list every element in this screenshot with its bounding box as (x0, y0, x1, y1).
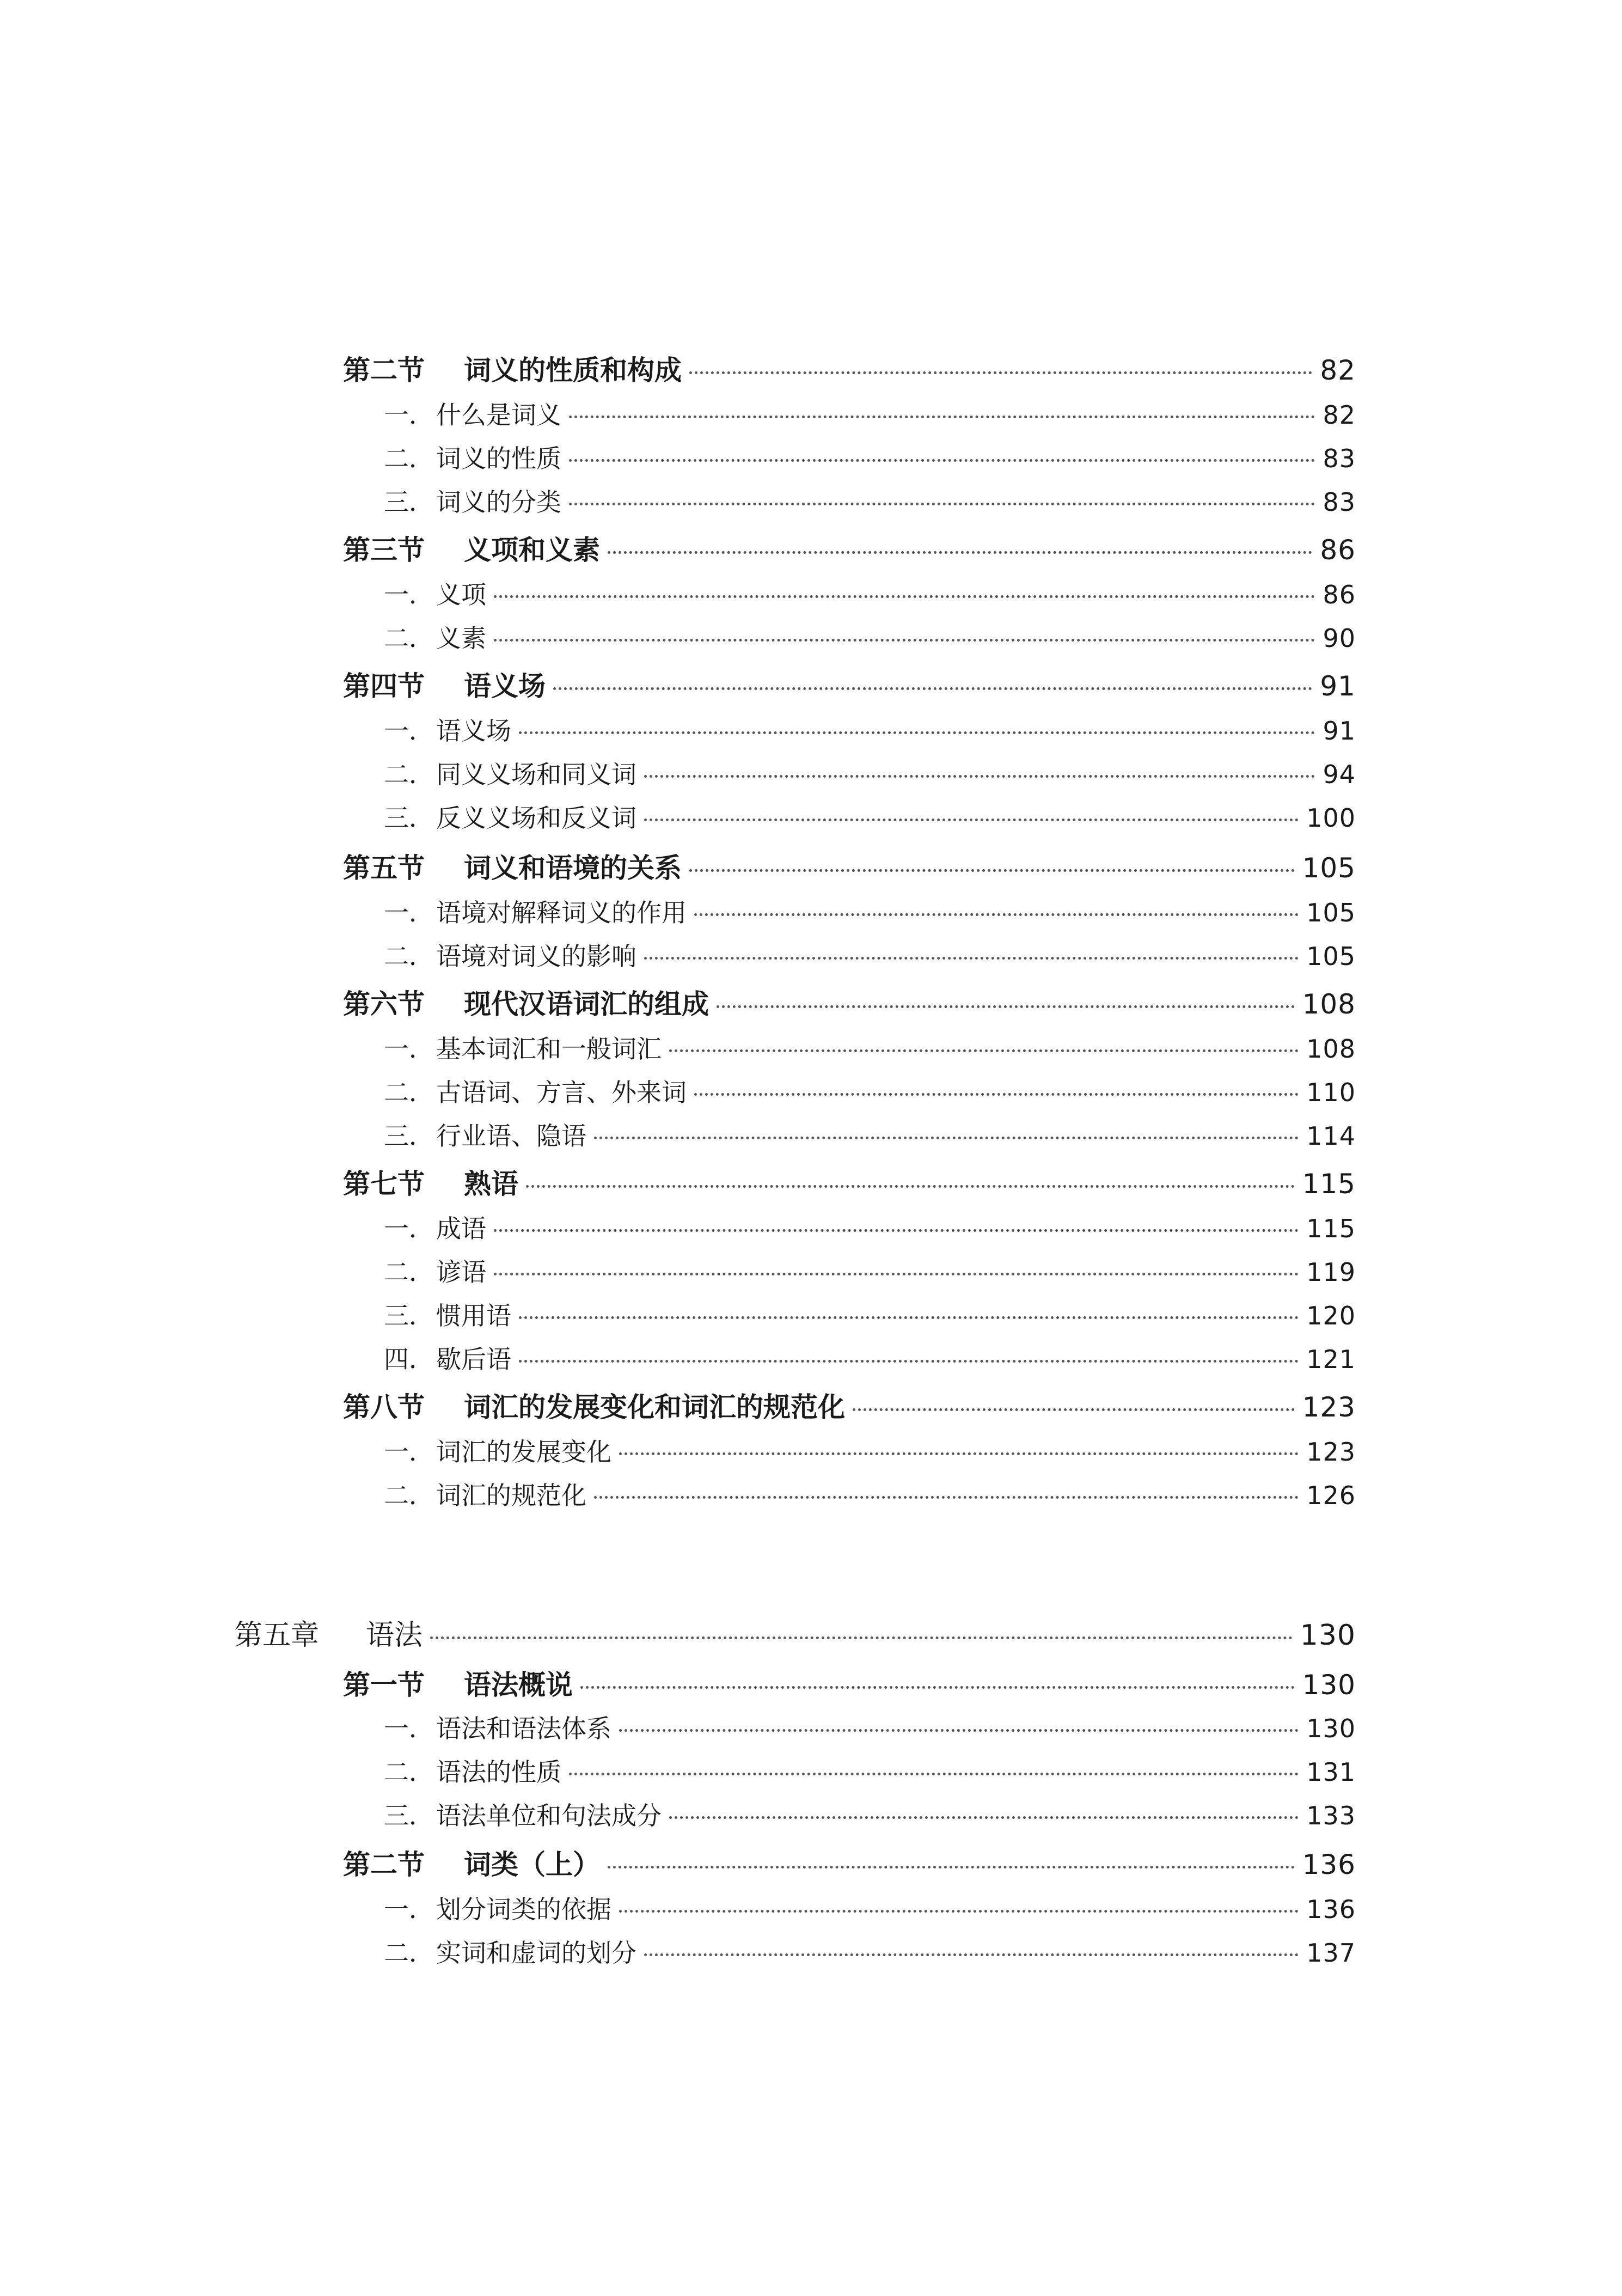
dot-leader (494, 639, 1315, 642)
toc-entry-title: 义项和义素 (464, 534, 600, 566)
dot-leader (644, 957, 1299, 960)
dot-leader (430, 1636, 1293, 1639)
dot-leader (569, 459, 1315, 462)
toc-entry-number: 二． (384, 942, 434, 971)
toc-entry-number: 第五节 (343, 852, 425, 884)
toc-page-number: 136 (1302, 1849, 1356, 1880)
toc-item-row (384, 1029, 1356, 1073)
dot-leader (644, 1953, 1299, 1956)
toc-entry-number: 第四节 (343, 670, 425, 702)
toc-entry-number: 一． (384, 716, 434, 746)
dot-leader (608, 1866, 1295, 1868)
toc-page-number: 121 (1306, 1345, 1356, 1374)
toc-entry-title: 义素 (436, 624, 486, 653)
toc-entry-number: 二． (384, 1257, 434, 1287)
toc-item-row (384, 1209, 1356, 1253)
dot-leader (594, 1137, 1299, 1139)
toc-entry-title: 词义的性质和构成 (464, 355, 682, 386)
toc-item-row (384, 893, 1356, 937)
toc-item-row (384, 755, 1356, 798)
toc-section-row (343, 528, 1356, 574)
dot-leader (519, 1360, 1299, 1363)
toc-page-number: 108 (1306, 1034, 1356, 1064)
toc-entry-title: 词汇的发展变化 (436, 1437, 611, 1467)
toc-page-number: 123 (1306, 1437, 1356, 1467)
dot-leader (519, 1316, 1299, 1319)
toc-entry-number: 一． (384, 1034, 434, 1064)
dot-leader (553, 687, 1312, 690)
toc-entry-title: 词类（上） (464, 1849, 600, 1880)
toc-entry-title: 词汇的规范化 (436, 1481, 586, 1510)
toc-entry-title: 语义场 (436, 716, 511, 746)
toc-entry-number: 三． (384, 803, 434, 833)
toc-item-row (384, 483, 1356, 526)
toc-entry-number: 三． (384, 1121, 434, 1151)
toc-entry-title: 语义场 (464, 670, 546, 702)
toc-item-row (384, 575, 1356, 619)
toc-item-row (384, 1933, 1356, 1977)
dot-leader (569, 1773, 1299, 1775)
toc-item-row (384, 1116, 1356, 1160)
toc-entry-title: 熟语 (464, 1168, 518, 1200)
dot-leader (494, 595, 1315, 598)
dot-leader (689, 869, 1295, 872)
toc-item-row (384, 1253, 1356, 1296)
toc-page-number: 119 (1306, 1257, 1356, 1287)
toc-entry-number: 一． (384, 1714, 434, 1743)
toc-page-number: 108 (1302, 988, 1356, 1020)
toc-entry-title: 同义义场和同义词 (436, 760, 636, 789)
toc-entry-number: 一． (384, 1895, 434, 1924)
toc-item-row (384, 1709, 1356, 1752)
dot-leader (644, 775, 1315, 778)
toc-page-number: 114 (1306, 1121, 1356, 1151)
toc-entry-title: 义项 (436, 580, 486, 609)
toc-page-number: 91 (1320, 670, 1356, 702)
toc-entry-title: 词汇的发展变化和词汇的规范化 (464, 1391, 845, 1423)
toc-item-row (384, 439, 1356, 483)
toc-page-number: 133 (1306, 1801, 1356, 1830)
toc-page-number: 100 (1306, 803, 1356, 833)
toc-entry-number: 第二节 (343, 1849, 425, 1880)
toc-entry-number: 第五章 (234, 1619, 320, 1652)
toc-item-row (384, 1073, 1356, 1116)
toc-entry-title: 语法 (366, 1619, 423, 1652)
toc-page-number: 130 (1306, 1714, 1356, 1743)
dot-leader (569, 416, 1315, 418)
toc-entry-number: 一． (384, 1437, 434, 1467)
toc-item-row (384, 1752, 1356, 1796)
toc-item-row (384, 395, 1356, 439)
toc-page-number: 136 (1306, 1895, 1356, 1924)
toc-entry-number: 三． (384, 1801, 434, 1830)
dot-leader (494, 1229, 1299, 1232)
toc-entry-title: 语法的性质 (436, 1757, 561, 1787)
toc-section-row (343, 982, 1356, 1028)
toc-page-number: 82 (1323, 400, 1356, 430)
toc-item-row (384, 1796, 1356, 1840)
dot-leader (494, 1273, 1299, 1275)
toc-entry-number: 三． (384, 1301, 434, 1330)
toc-entry-number: 第二节 (343, 355, 425, 386)
toc-item-row (384, 798, 1356, 842)
toc-entry-title: 语境对解释词义的作用 (436, 898, 687, 927)
dot-leader (580, 1686, 1295, 1689)
toc-page-number: 82 (1320, 355, 1356, 386)
toc-section-row (343, 1162, 1356, 1208)
toc-entry-title: 现代汉语词汇的组成 (464, 988, 709, 1020)
toc-entry-title: 反义义场和反义词 (436, 803, 636, 833)
toc-entry-number: 二． (384, 1938, 434, 1968)
toc-page-number: 91 (1323, 716, 1356, 746)
toc-entry-title: 语法和语法体系 (436, 1714, 611, 1743)
toc-entry-title: 行业语、隐语 (436, 1121, 586, 1151)
toc-page-number: 126 (1306, 1481, 1356, 1510)
toc-entry-number: 二． (384, 624, 434, 653)
toc-item-row (384, 937, 1356, 980)
toc-entry-number: 二． (384, 444, 434, 473)
toc-page-number: 110 (1306, 1078, 1356, 1107)
toc-entry-title: 语法单位和句法成分 (436, 1801, 662, 1830)
toc-page-number: 83 (1323, 487, 1356, 517)
dot-leader (526, 1185, 1295, 1188)
toc-item-row (384, 1890, 1356, 1933)
toc-entry-number: 一． (384, 400, 434, 430)
dot-leader (669, 1816, 1299, 1819)
toc-entry-number: 二． (384, 1757, 434, 1787)
toc-section-row (343, 846, 1356, 892)
toc-entry-number: 一． (384, 580, 434, 609)
toc-entry-number: 二． (384, 1481, 434, 1510)
toc-entry-number: 二． (384, 1078, 434, 1107)
toc-page-number: 115 (1302, 1168, 1356, 1200)
toc-page-number: 120 (1306, 1301, 1356, 1330)
toc-page-number: 105 (1306, 898, 1356, 927)
toc-entry-title: 词义的分类 (436, 487, 561, 517)
toc-entry-number: 第六节 (343, 988, 425, 1020)
dot-leader (669, 1049, 1299, 1052)
dot-leader (619, 1452, 1299, 1455)
dot-leader (519, 731, 1315, 734)
toc-section-row (343, 1385, 1356, 1431)
toc-entry-title: 词义的性质 (436, 444, 561, 473)
toc-page-number: 86 (1323, 580, 1356, 609)
toc-section-row (343, 349, 1356, 394)
toc-entry-number: 第一节 (343, 1669, 425, 1701)
toc-page-number: 123 (1302, 1391, 1356, 1423)
toc-entry-number: 第三节 (343, 534, 425, 566)
toc-page-number: 86 (1320, 534, 1356, 566)
toc-entry-number: 一． (384, 898, 434, 927)
toc-page-number: 137 (1306, 1938, 1356, 1968)
toc-item-row (384, 1296, 1356, 1340)
toc-entry-title: 语法概说 (464, 1669, 573, 1701)
toc-entry-number: 三． (384, 487, 434, 517)
toc-item-row (384, 1340, 1356, 1383)
dot-leader (717, 1005, 1295, 1008)
toc-entry-title: 基本词汇和一般词汇 (436, 1034, 662, 1064)
toc-page-number: 105 (1306, 942, 1356, 971)
toc-entry-title: 语境对词义的影响 (436, 942, 636, 971)
toc-entry-title: 歇后语 (436, 1345, 511, 1374)
dot-leader (594, 1496, 1299, 1499)
toc-entry-number: 二． (384, 760, 434, 789)
toc-item-row (384, 619, 1356, 662)
toc-item-row (384, 1432, 1356, 1476)
toc-section-row (343, 664, 1356, 710)
dot-leader (619, 1729, 1299, 1732)
toc-item-row (384, 711, 1356, 755)
toc-page-number: 115 (1306, 1214, 1356, 1243)
toc-page-number: 90 (1323, 624, 1356, 653)
dot-leader (608, 551, 1312, 554)
dot-leader (619, 1910, 1299, 1913)
dot-leader (694, 913, 1299, 916)
toc-entry-number: 一． (384, 1214, 434, 1243)
toc-page-number: 94 (1323, 760, 1356, 789)
toc-entry-title: 惯用语 (436, 1301, 511, 1330)
toc-entry-number: 四． (384, 1345, 434, 1374)
toc-entry-number: 第七节 (343, 1168, 425, 1200)
toc-entry-number: 第八节 (343, 1391, 425, 1423)
toc-page-number: 131 (1306, 1757, 1356, 1787)
toc-page-number: 83 (1323, 444, 1356, 473)
toc-section-row (343, 1663, 1356, 1709)
dot-leader (569, 503, 1315, 505)
dot-leader (689, 371, 1312, 374)
dot-leader (694, 1093, 1299, 1096)
toc-entry-title: 古语词、方言、外来词 (436, 1078, 687, 1107)
toc-entry-title: 实词和虚词的划分 (436, 1938, 636, 1968)
toc-page-number: 105 (1302, 852, 1356, 884)
dot-leader (853, 1408, 1295, 1411)
toc-entry-title: 成语 (436, 1214, 486, 1243)
toc-entry-title: 划分词类的依据 (436, 1895, 611, 1924)
toc-item-row (384, 1476, 1356, 1519)
toc-page-number: 130 (1300, 1619, 1356, 1652)
toc-page-number: 130 (1302, 1669, 1356, 1701)
toc-chapter-row (234, 1612, 1356, 1658)
dot-leader (644, 819, 1299, 821)
toc-entry-title: 谚语 (436, 1257, 486, 1287)
toc-entry-title: 词义和语境的关系 (464, 852, 682, 884)
toc-section-row (343, 1843, 1356, 1889)
toc-entry-title: 什么是词义 (436, 400, 561, 430)
